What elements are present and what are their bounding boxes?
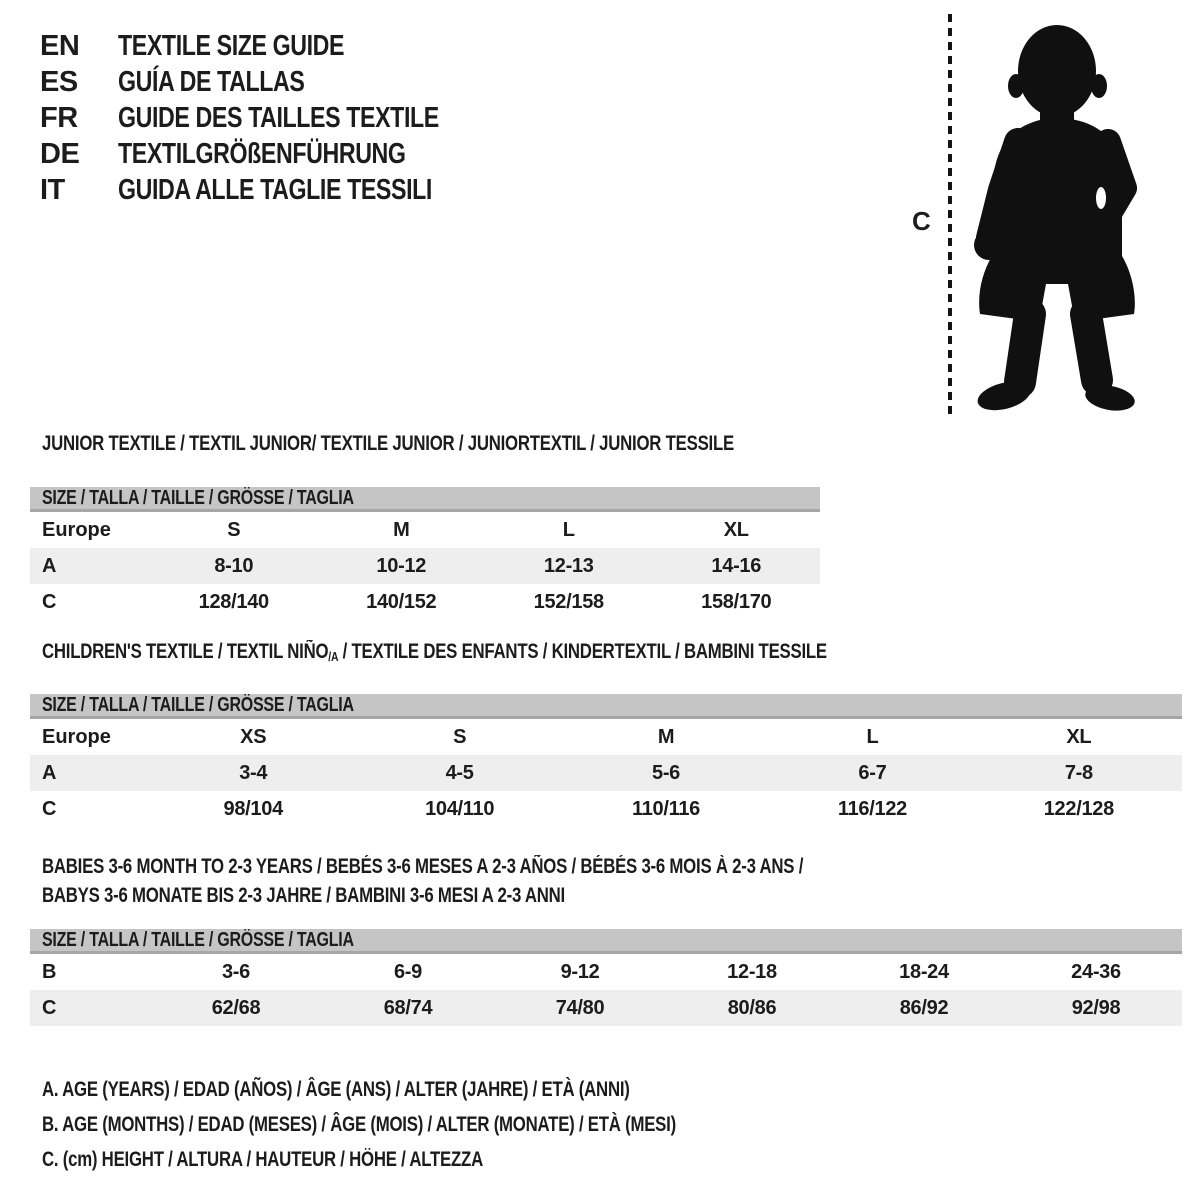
table-cell: XL — [723, 519, 749, 541]
table-cell: 74/80 — [555, 997, 605, 1019]
table-header-text: SIZE / TALLA / TAILLE / GRÖSSE / TAGLIA — [42, 929, 354, 951]
section-title-line — [42, 640, 1182, 666]
table-cell: 128/140 — [198, 591, 269, 613]
table-row — [30, 512, 820, 548]
table-cell: 92/98 — [1071, 997, 1121, 1019]
section-title-text — [42, 852, 803, 881]
title-segment: CHILDREN'S TEXTILE / TEXTIL NIÑO — [42, 640, 329, 663]
table-cell: XL — [1066, 726, 1092, 748]
table-header-bar — [30, 929, 1182, 954]
row-label: C — [42, 997, 57, 1019]
row-label: C — [42, 798, 57, 820]
measurement-legend — [30, 1072, 834, 1177]
row-label: B — [42, 961, 57, 983]
table-cell: 12-18 — [727, 961, 777, 983]
table-cell: 9-12 — [560, 961, 600, 983]
language-row — [40, 30, 519, 66]
size-table — [30, 487, 820, 620]
size-table — [30, 694, 1182, 827]
table-row — [30, 584, 820, 620]
language-title: GUIDE DES TAILLES TEXTILE — [118, 102, 439, 134]
table-cell: XS — [240, 726, 267, 748]
row-label: A — [42, 762, 57, 784]
table-cell: 3-6 — [221, 961, 250, 983]
table-cell: 3-4 — [239, 762, 268, 784]
table-cell: S — [227, 519, 241, 541]
language-row — [40, 66, 519, 102]
section-title-text — [42, 640, 827, 666]
figure-area — [898, 8, 1178, 416]
row-label: Europe — [42, 519, 111, 541]
table-cell: 18-24 — [899, 961, 949, 983]
table-row — [30, 719, 1182, 755]
table-cell: 7-8 — [1064, 762, 1093, 784]
section-title-line — [42, 852, 1182, 881]
legend-line — [42, 1107, 834, 1142]
title-segment: BABYS 3-6 MONATE BIS 2-3 JAHRE / BAMBINI 3-6 MESI A 2-3 ANNI — [42, 884, 565, 907]
language-title: GUÍA DE TALLAS — [118, 66, 305, 98]
table-cell: 8-10 — [214, 555, 254, 577]
table-cell: 110/116 — [632, 798, 701, 820]
section-title-text — [42, 881, 565, 910]
table-row — [30, 990, 1182, 1026]
table-cell: 98/104 — [223, 798, 283, 820]
table-cell: 5-6 — [652, 762, 681, 784]
language-code: FR — [40, 102, 78, 134]
legend-text: A. AGE (YEARS) / EDAD (AÑOS) / ÂGE (ANS) / ALTER (JAHRE) / ETÀ (ANNI) — [42, 1078, 630, 1101]
table-cell: 158/170 — [701, 591, 772, 613]
section-title — [42, 432, 820, 456]
language-code: ES — [40, 66, 78, 98]
legend-line — [42, 1072, 834, 1107]
title-segment: / TEXTILE DES ENFANTS / KINDERTEXTIL / BAMBINI TESSILE — [338, 640, 827, 663]
table-cell: 62/68 — [211, 997, 261, 1019]
table-cell: 6-7 — [858, 762, 887, 784]
table-row — [30, 548, 820, 584]
legend-text: C. (cm) HEIGHT / ALTURA / HAUTEUR / HÖHE / ALTEZZA — [42, 1148, 483, 1171]
legend-line — [42, 1142, 834, 1177]
subscript-text: /A — [328, 648, 339, 664]
size-section — [30, 432, 820, 620]
table-cell: L — [562, 519, 575, 541]
language-code: IT — [40, 174, 65, 206]
title-segment: BABIES 3-6 MONTH TO 2-3 YEARS / BEBÉS 3-6 MESES A 2-3 AÑOS / BÉBÉS 3-6 MOIS À 2-3 ANS / — [42, 855, 804, 878]
table-row — [30, 954, 1182, 990]
table-cell: 122/128 — [1043, 798, 1114, 820]
row-label: A — [42, 555, 57, 577]
size-table — [30, 929, 1182, 1026]
section-title-text — [42, 432, 734, 456]
table-header-text: SIZE / TALLA / TAILLE / GRÖSSE / TAGLIA — [42, 694, 354, 716]
table-row — [30, 791, 1182, 827]
height-measure-label: C — [912, 206, 931, 236]
table-cell: 80/86 — [727, 997, 777, 1019]
table-cell: 6-9 — [393, 961, 422, 983]
table-cell: 140/152 — [366, 591, 437, 613]
table-cell: L — [866, 726, 879, 748]
table-cell: 104/110 — [425, 798, 495, 820]
table-cell: M — [657, 726, 675, 748]
row-label: Europe — [42, 726, 111, 748]
table-cell: 24-36 — [1071, 961, 1121, 983]
table-cell: S — [453, 726, 467, 748]
language-title-block — [40, 30, 519, 210]
language-code: EN — [40, 30, 80, 62]
language-title: GUIDA ALLE TAGLIE TESSILI — [118, 174, 432, 206]
language-code: DE — [40, 138, 80, 170]
language-row — [40, 138, 519, 174]
size-section — [30, 852, 1182, 1026]
table-cell: 10-12 — [376, 555, 427, 577]
legend-text: B. AGE (MONTHS) / EDAD (MESES) / ÂGE (MOIS) / ALTER (MONATE) / ETÀ (MESI) — [42, 1113, 676, 1136]
language-row — [40, 174, 519, 210]
height-measure-dashed-line — [948, 14, 952, 414]
toddler-silhouette-icon — [962, 14, 1140, 416]
title-segment: JUNIOR TEXTILE / TEXTIL JUNIOR/ TEXTILE JUNIOR / JUNIORTEXTIL / JUNIOR TESSILE — [42, 432, 734, 455]
row-label: C — [42, 591, 57, 613]
table-header-text: SIZE / TALLA / TAILLE / GRÖSSE / TAGLIA — [42, 487, 354, 509]
table-cell: 14-16 — [711, 555, 762, 577]
language-title: TEXTILGRÖßENFÜHRUNG — [118, 138, 406, 170]
table-cell: 12-13 — [543, 555, 594, 577]
section-title — [42, 852, 1182, 910]
language-row — [40, 102, 519, 138]
size-section — [30, 640, 1182, 827]
language-title: TEXTILE SIZE GUIDE — [118, 30, 345, 62]
section-title-line — [42, 432, 820, 456]
table-row — [30, 755, 1182, 791]
table-cell: 68/74 — [383, 997, 433, 1019]
table-cell: M — [393, 519, 410, 541]
table-header-bar — [30, 487, 820, 512]
table-cell: 4-5 — [445, 762, 474, 784]
table-cell: 116/122 — [837, 798, 907, 820]
table-cell: 86/92 — [899, 997, 949, 1019]
section-title — [42, 640, 1182, 666]
table-header-bar — [30, 694, 1182, 719]
table-cell: 152/158 — [533, 591, 604, 613]
section-title-line — [42, 881, 1182, 910]
